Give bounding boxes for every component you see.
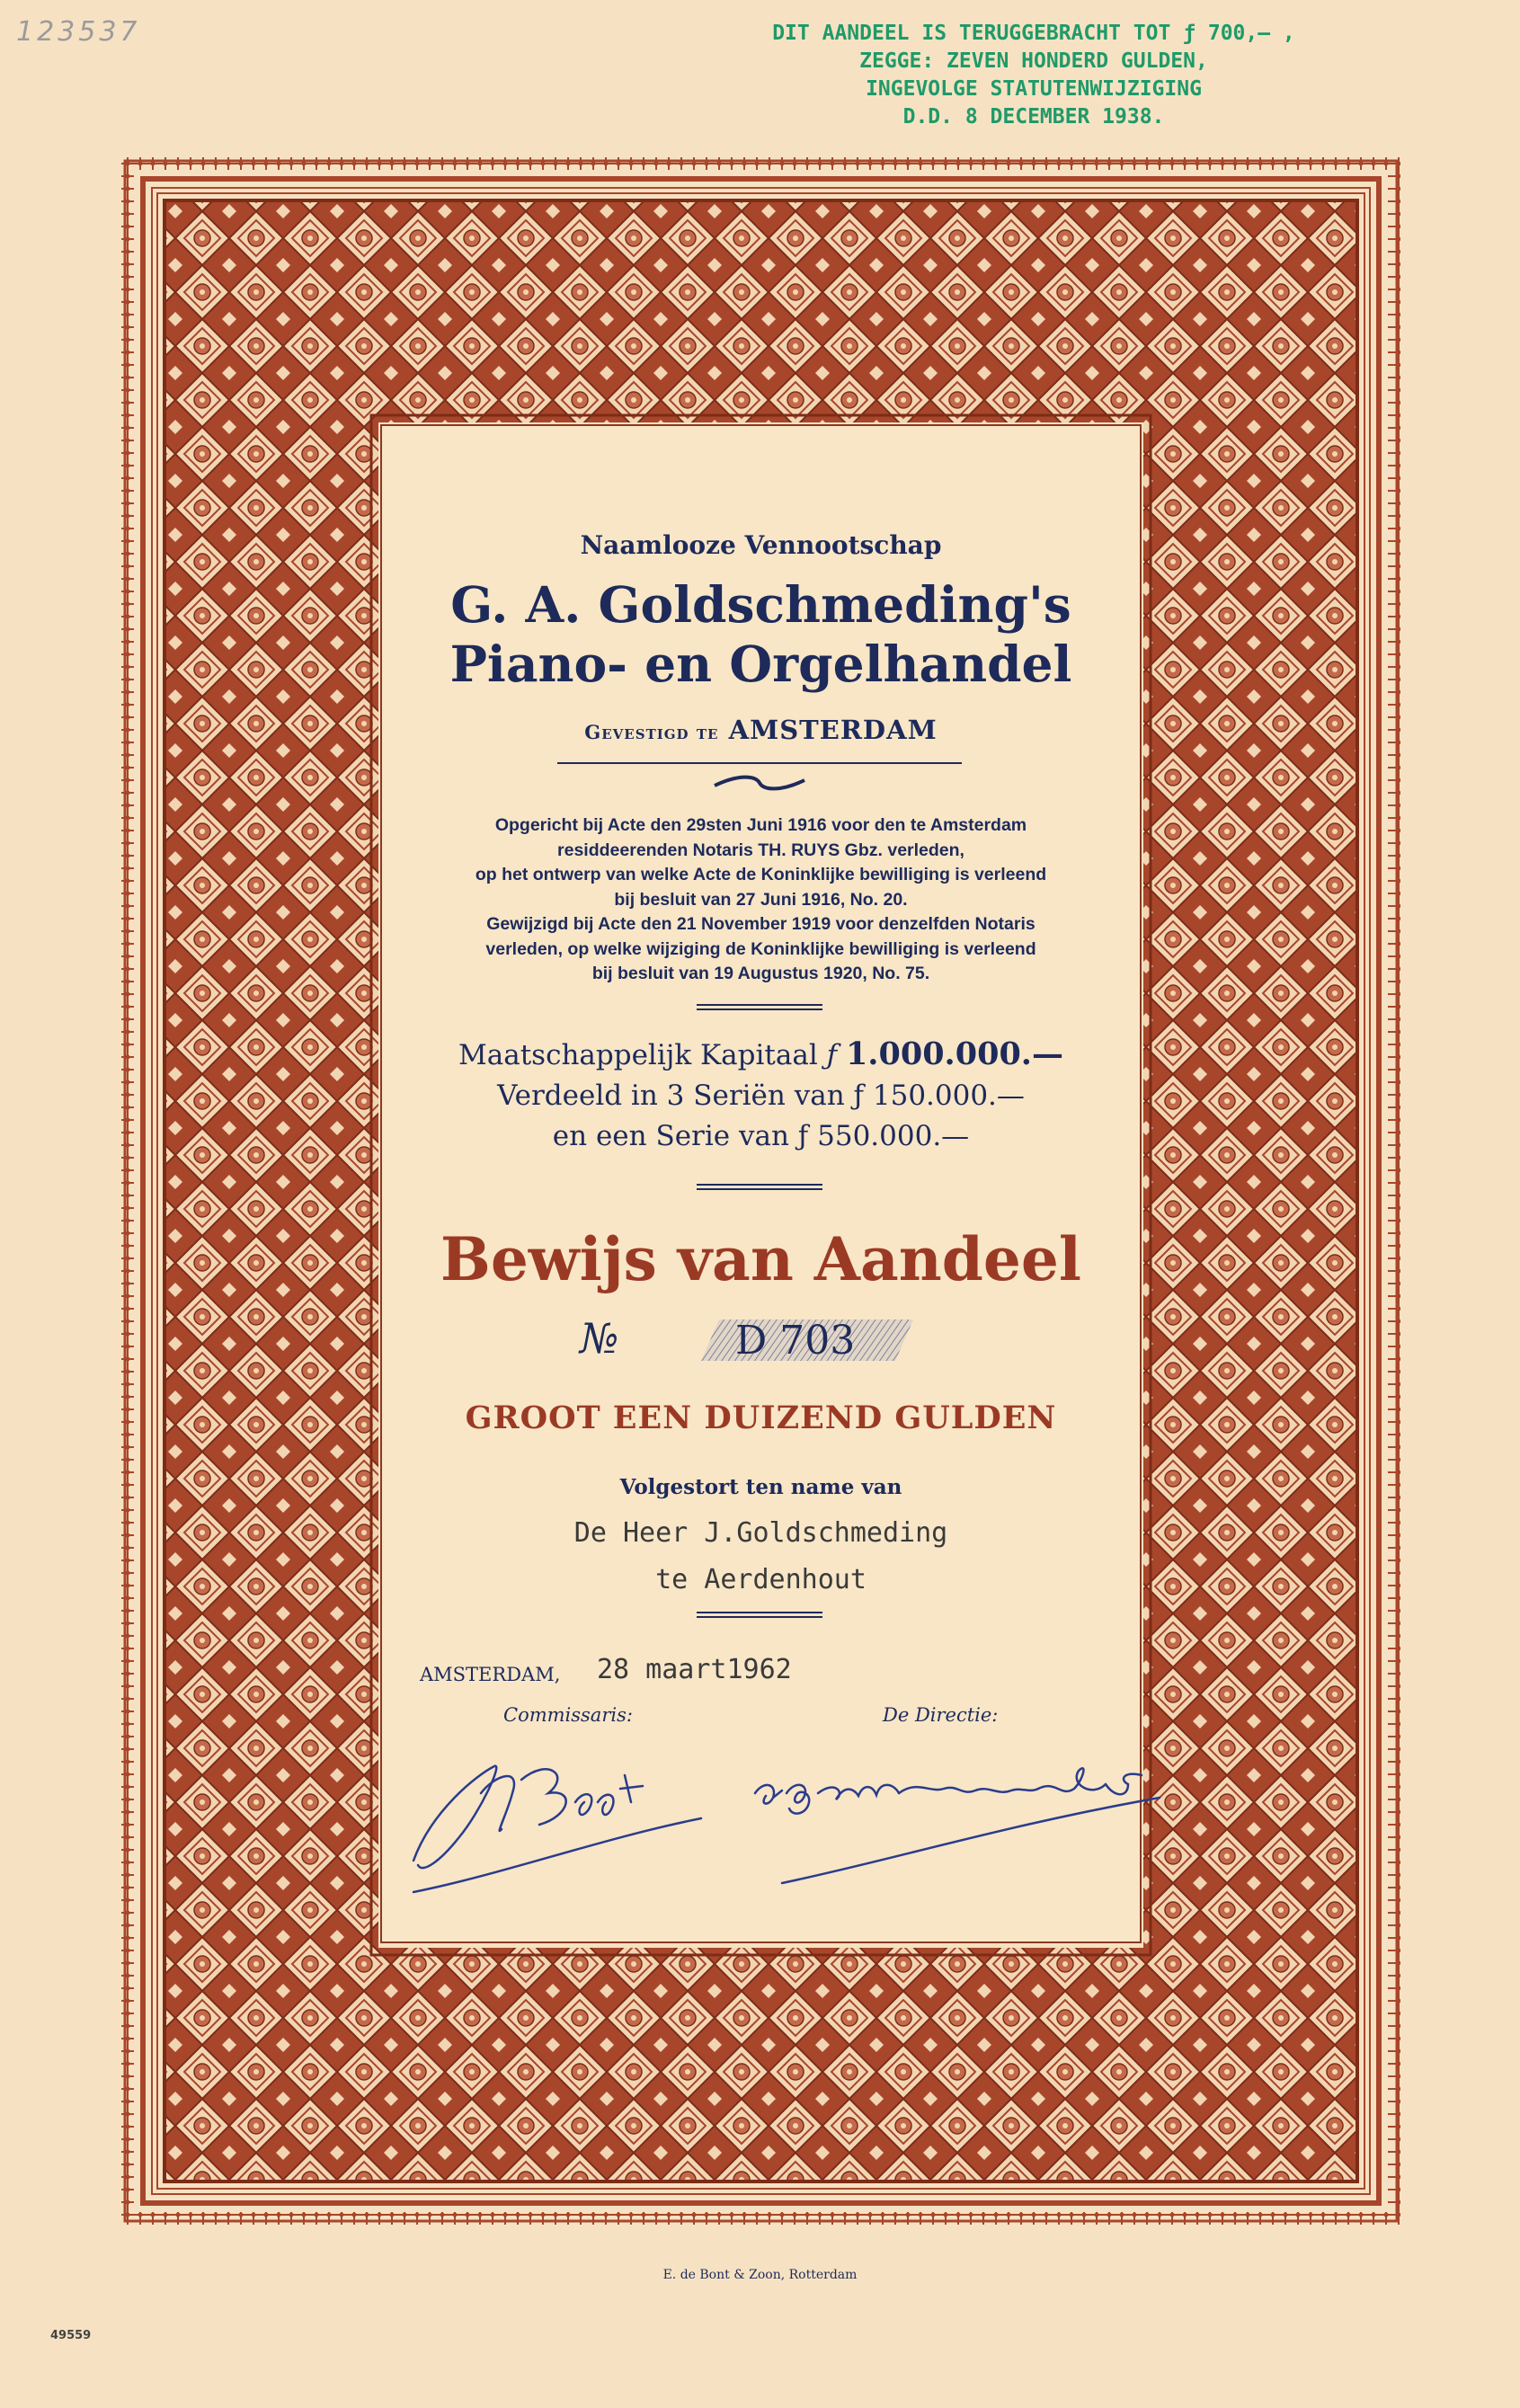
double-rule <box>697 1616 822 1618</box>
signing-date: 28 maart1962 <box>597 1654 792 1685</box>
holder-name: De Heer J.Goldschmeding <box>573 1517 948 1549</box>
double-rule <box>697 1612 822 1613</box>
seat-prefix: Gevestigd te <box>584 721 719 743</box>
number-symbol: № <box>580 1314 619 1363</box>
capital-label: Maatschappelijk Kapitaal <box>458 1039 818 1071</box>
certificate-value: GROOT EEN DUIZEND GULDEN <box>465 1399 1057 1436</box>
holder-place: te Aerdenhout <box>655 1564 867 1595</box>
company-name-line2: Piano- en Orgelhandel <box>449 635 1072 693</box>
printer-imprint: E. de Bont & Zoon, Rotterdam <box>662 2268 858 2282</box>
commissaris-signature <box>396 1739 737 1906</box>
holder-intro: Volgestort ten name van <box>619 1475 902 1499</box>
double-rule <box>697 1188 822 1190</box>
pencil-number: 123537 <box>16 16 141 48</box>
capital-line3: en een Serie van ƒ 550.000.— <box>552 1120 970 1152</box>
company-form: Naamlooze Vennootschap <box>580 530 942 560</box>
company-name <box>380 575 1142 694</box>
capital-block <box>380 1034 1142 1157</box>
certificate-number: D 703 <box>735 1318 856 1364</box>
double-rule <box>697 1009 822 1010</box>
company-seat <box>380 715 1142 745</box>
seat-city: AMSTERDAM <box>728 715 938 745</box>
capital-line2: Verdeeld in 3 Seriën van ƒ 150.000.— <box>497 1080 1025 1112</box>
capital-line1 <box>380 1034 1142 1076</box>
directie-signature <box>746 1744 1178 1897</box>
currency-sign: ƒ <box>826 1039 838 1071</box>
certificate-title: Bewijs van Aandeel <box>440 1224 1081 1294</box>
foundation-text <box>380 813 1142 987</box>
foundation-line: Gewijzigd bij Acte den 21 November 1919 voor denzelfden Notaris <box>486 914 1036 934</box>
ornament-swash <box>710 775 809 791</box>
certificate-number-row <box>575 1314 953 1368</box>
stamp-line-4: D.D. 8 DECEMBER 1938. <box>902 105 1165 129</box>
foundation-line: op het ontwerp van welke Acte de Koninklijke bewilliging is verleend <box>475 865 1047 884</box>
stamp-line-1: DIT AANDEEL IS TERUGGEBRACHT TOT ƒ 700,— , <box>772 22 1295 45</box>
double-rule <box>697 1184 822 1186</box>
document-code: 49559 <box>50 2329 92 2342</box>
foundation-line: verleden, op welke wijziging de Koninklijke bewilliging is verleend <box>485 938 1036 959</box>
divider <box>557 762 962 764</box>
signing-place: AMSTERDAM, <box>420 1664 561 1685</box>
stamp-line-3: INGEVOLGE STATUTENWIJZIGING <box>866 77 1202 101</box>
foundation-line: bij besluit van 19 Augustus 1920, No. 75. <box>591 964 930 983</box>
company-name-line1: G. A. Goldschmeding's <box>450 575 1071 634</box>
revaluation-stamp <box>710 20 1357 131</box>
foundation-line: residdeerenden Notaris TH. RUYS Gbz. verleden, <box>557 840 964 860</box>
foundation-line: Opgericht bij Acte den 29sten Juni 1916 voor den te Amsterdam <box>494 815 1027 835</box>
capital-amount: 1.000.000.— <box>845 1035 1063 1072</box>
stamp-line-2: ZEGGE: ZEVEN HONDERD GULDEN, <box>859 49 1208 73</box>
foundation-line: bij besluit van 27 Juni 1916, No. 20. <box>614 889 908 910</box>
double-rule <box>697 1004 822 1006</box>
directie-label: De Directie: <box>883 1704 999 1726</box>
commissaris-label: Commissaris: <box>503 1704 633 1726</box>
